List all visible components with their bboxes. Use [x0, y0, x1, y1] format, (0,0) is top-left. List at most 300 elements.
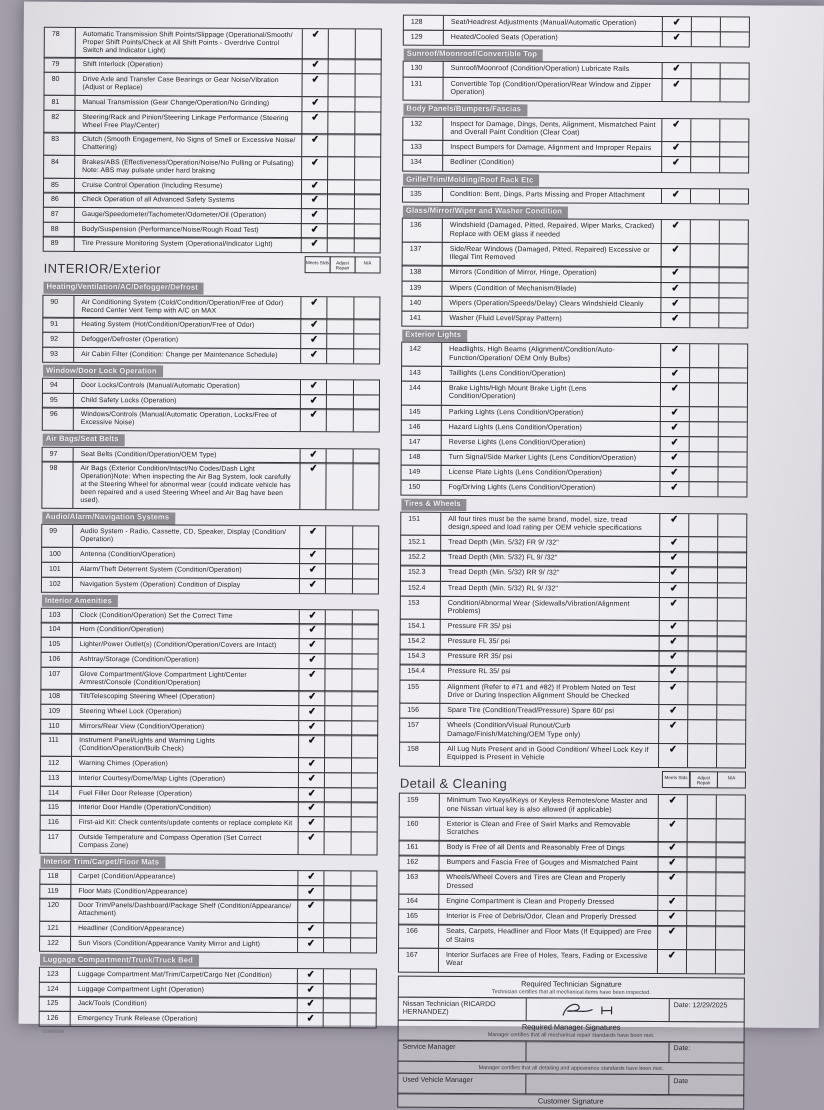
checkbox-na[interactable] — [719, 157, 748, 172]
checkbox-meets-stds[interactable] — [659, 552, 688, 567]
checkbox-na[interactable] — [353, 395, 379, 409]
checkbox-adjust-repair[interactable] — [325, 692, 351, 706]
checkbox-na[interactable] — [718, 313, 747, 328]
checkbox-na[interactable] — [352, 550, 378, 564]
checkbox-adjust-repair[interactable] — [690, 268, 719, 283]
checkbox-adjust-repair[interactable] — [689, 407, 718, 422]
checkbox-meets-stds[interactable] — [659, 537, 688, 552]
checkbox-na[interactable] — [716, 796, 745, 819]
checkbox-meets-stds[interactable] — [657, 911, 686, 926]
checkbox-na[interactable] — [352, 564, 378, 578]
checkbox-na[interactable] — [353, 239, 379, 253]
checkbox-meets-stds[interactable] — [658, 842, 687, 857]
checkbox-adjust-repair[interactable] — [326, 464, 353, 510]
checkbox-adjust-repair[interactable] — [324, 901, 350, 923]
checkbox-adjust-repair[interactable] — [688, 552, 717, 567]
checkbox-adjust-repair[interactable] — [327, 195, 353, 209]
checkbox-adjust-repair[interactable] — [690, 244, 719, 267]
checkbox-na[interactable] — [718, 422, 747, 437]
checkbox-adjust-repair[interactable] — [686, 950, 715, 973]
checkbox-na[interactable] — [354, 135, 380, 157]
checkbox-adjust-repair[interactable] — [687, 705, 716, 720]
checkbox-na[interactable] — [351, 610, 377, 624]
checkbox-adjust-repair[interactable] — [690, 157, 719, 172]
checkbox-na[interactable] — [350, 969, 376, 983]
checkbox-adjust-repair[interactable] — [323, 1013, 349, 1027]
checkbox-meets-stds[interactable] — [300, 380, 326, 394]
checkbox-na[interactable] — [354, 97, 380, 111]
checkbox-na[interactable] — [351, 759, 377, 773]
checkbox-adjust-repair[interactable] — [327, 349, 353, 363]
checkbox-na[interactable] — [717, 652, 746, 667]
checkbox-na[interactable] — [352, 464, 379, 510]
service-manager-date-field[interactable]: Date: — [673, 1045, 691, 1053]
checkbox-adjust-repair[interactable] — [688, 652, 717, 667]
checkbox-na[interactable] — [351, 721, 377, 735]
checkbox-adjust-repair[interactable] — [689, 313, 718, 328]
checkbox-meets-stds[interactable] — [660, 283, 689, 298]
checkbox-adjust-repair[interactable] — [325, 721, 351, 735]
checkbox-adjust-repair[interactable] — [326, 380, 352, 394]
checkbox-meets-stds[interactable] — [299, 625, 325, 639]
checkbox-na[interactable] — [350, 923, 376, 937]
checkbox-meets-stds[interactable] — [658, 795, 687, 818]
checkbox-meets-stds[interactable] — [301, 209, 327, 223]
checkbox-na[interactable] — [716, 819, 745, 842]
checkbox-meets-stds[interactable] — [299, 669, 325, 691]
checkbox-adjust-repair[interactable] — [327, 334, 353, 348]
checkbox-na[interactable] — [719, 268, 748, 283]
checkbox-adjust-repair[interactable] — [328, 29, 354, 59]
checkbox-adjust-repair[interactable] — [324, 788, 350, 802]
checkbox-meets-stds[interactable] — [299, 564, 325, 578]
checkbox-adjust-repair[interactable] — [690, 221, 719, 244]
checkbox-meets-stds[interactable] — [658, 720, 687, 743]
checkbox-adjust-repair[interactable] — [327, 180, 353, 194]
checkbox-adjust-repair[interactable] — [689, 452, 718, 467]
checkbox-na[interactable] — [354, 60, 380, 74]
checkbox-adjust-repair[interactable] — [325, 706, 351, 720]
checkbox-na[interactable] — [716, 843, 745, 858]
technician-signature-field[interactable] — [527, 998, 670, 1021]
checkbox-na[interactable] — [716, 667, 745, 682]
checkbox-adjust-repair[interactable] — [689, 345, 718, 368]
checkbox-adjust-repair[interactable] — [690, 79, 719, 102]
checkbox-na[interactable] — [715, 911, 744, 926]
checkbox-adjust-repair[interactable] — [324, 802, 350, 816]
checkbox-adjust-repair[interactable] — [327, 239, 353, 253]
service-manager-signature-field[interactable] — [526, 1042, 669, 1063]
checkbox-na[interactable] — [352, 449, 378, 463]
checkbox-adjust-repair[interactable] — [686, 858, 715, 873]
checkbox-adjust-repair[interactable] — [690, 119, 719, 142]
checkbox-meets-stds[interactable] — [297, 969, 323, 983]
checkbox-na[interactable] — [717, 467, 746, 482]
checkbox-na[interactable] — [718, 383, 747, 406]
checkbox-na[interactable] — [717, 553, 746, 568]
checkbox-na[interactable] — [718, 368, 747, 383]
checkbox-meets-stds[interactable] — [300, 409, 326, 431]
checkbox-na[interactable] — [353, 297, 379, 319]
checkbox-adjust-repair[interactable] — [328, 97, 354, 111]
checkbox-adjust-repair[interactable] — [691, 17, 720, 32]
checkbox-meets-stds[interactable] — [301, 157, 327, 179]
checkbox-na[interactable] — [717, 621, 746, 636]
checkbox-na[interactable] — [715, 896, 744, 911]
checkbox-adjust-repair[interactable] — [323, 938, 349, 952]
checkbox-meets-stds[interactable] — [661, 244, 690, 267]
checkbox-meets-stds[interactable] — [660, 298, 689, 313]
checkbox-adjust-repair[interactable] — [687, 682, 716, 705]
checkbox-meets-stds[interactable] — [658, 682, 687, 705]
item-number: 123 — [40, 968, 71, 982]
checkbox-adjust-repair[interactable] — [687, 819, 716, 842]
checkbox-meets-stds[interactable] — [297, 900, 323, 922]
checkbox-adjust-repair[interactable] — [687, 667, 716, 682]
checkbox-adjust-repair[interactable] — [326, 527, 352, 549]
checkbox-meets-stds[interactable] — [300, 297, 326, 319]
checkbox-na[interactable] — [716, 744, 745, 767]
checkbox-meets-stds[interactable] — [659, 621, 688, 636]
checkbox-na[interactable] — [715, 858, 744, 873]
checkbox-adjust-repair[interactable] — [691, 64, 720, 79]
checkbox-na[interactable] — [719, 142, 748, 157]
checkbox-meets-stds[interactable] — [302, 29, 328, 59]
checkbox-na[interactable] — [351, 736, 377, 758]
checkbox-adjust-repair[interactable] — [688, 583, 717, 598]
checkbox-adjust-repair[interactable] — [327, 209, 353, 223]
checkbox-meets-stds[interactable] — [298, 721, 324, 735]
checkbox-meets-stds[interactable] — [297, 998, 323, 1012]
checkbox-na[interactable] — [717, 637, 746, 652]
checkbox-meets-stds[interactable] — [301, 180, 327, 194]
checkbox-adjust-repair[interactable] — [687, 795, 716, 818]
checkbox-meets-stds[interactable] — [299, 527, 325, 549]
checkbox-na[interactable] — [717, 598, 746, 621]
checkbox-meets-stds[interactable] — [298, 817, 324, 831]
checkbox-na[interactable] — [350, 938, 376, 952]
checkbox-adjust-repair[interactable] — [324, 871, 350, 885]
checkbox-adjust-repair[interactable] — [689, 368, 718, 383]
checkbox-na[interactable] — [719, 221, 748, 244]
checkbox-meets-stds[interactable] — [297, 1013, 323, 1027]
checkbox-adjust-repair[interactable] — [324, 736, 350, 758]
checkbox-meets-stds[interactable] — [299, 610, 325, 624]
checkbox-adjust-repair[interactable] — [688, 467, 717, 482]
checkbox-meets-stds[interactable] — [660, 344, 689, 367]
checkbox-meets-stds[interactable] — [301, 194, 327, 208]
checkbox-na[interactable] — [718, 345, 747, 368]
checkbox-na[interactable] — [353, 334, 379, 348]
checkbox-meets-stds[interactable] — [661, 142, 690, 157]
checkbox-adjust-repair[interactable] — [325, 625, 351, 639]
section-label: Interior Amenities — [42, 595, 118, 607]
checkbox-meets-stds[interactable] — [658, 744, 687, 767]
checkbox-adjust-repair[interactable] — [690, 189, 719, 204]
checkbox-na[interactable] — [717, 514, 746, 537]
checkbox-na[interactable] — [350, 817, 376, 831]
checkbox-adjust-repair[interactable] — [689, 283, 718, 298]
checkbox-meets-stds[interactable] — [661, 220, 690, 243]
checkbox-adjust-repair[interactable] — [688, 514, 717, 537]
checkbox-na[interactable] — [351, 669, 377, 691]
checkbox-meets-stds[interactable] — [657, 872, 686, 895]
checkbox-adjust-repair[interactable] — [325, 549, 351, 563]
checkbox-meets-stds[interactable] — [659, 567, 688, 582]
checkbox-adjust-repair[interactable] — [326, 449, 352, 463]
checkbox-na[interactable] — [352, 579, 378, 593]
checkbox-meets-stds[interactable] — [297, 984, 323, 998]
checkbox-na[interactable] — [349, 999, 375, 1013]
checkbox-na[interactable] — [353, 320, 379, 334]
checkbox-meets-stds[interactable] — [660, 452, 689, 467]
checkbox-na[interactable] — [719, 189, 748, 204]
checkbox-adjust-repair[interactable] — [325, 610, 351, 624]
checkbox-na[interactable] — [354, 112, 380, 134]
checkbox-adjust-repair[interactable] — [328, 112, 354, 134]
checkbox-meets-stds[interactable] — [660, 313, 689, 328]
checkbox-adjust-repair[interactable] — [688, 568, 717, 583]
checkbox-adjust-repair[interactable] — [325, 564, 351, 578]
checkbox-meets-stds[interactable] — [302, 74, 328, 96]
checkbox-adjust-repair[interactable] — [686, 873, 715, 896]
checkbox-adjust-repair[interactable] — [689, 298, 718, 313]
checkbox-adjust-repair[interactable] — [688, 537, 717, 552]
checkbox-meets-stds[interactable] — [657, 926, 686, 949]
used-vehicle-manager-date-field[interactable]: Date — [673, 1077, 689, 1085]
checkbox-meets-stds[interactable] — [659, 598, 688, 621]
checkbox-adjust-repair[interactable] — [688, 598, 717, 621]
checkbox-meets-stds[interactable] — [661, 119, 690, 142]
checkbox-meets-stds[interactable] — [297, 871, 323, 885]
checkbox-meets-stds[interactable] — [298, 758, 324, 772]
checkbox-na[interactable] — [720, 64, 749, 79]
checkbox-adjust-repair[interactable] — [325, 639, 351, 653]
checkbox-meets-stds[interactable] — [657, 896, 686, 911]
checkbox-na[interactable] — [354, 75, 380, 97]
checkbox-meets-stds[interactable] — [299, 463, 326, 509]
checkbox-meets-stds[interactable] — [660, 383, 689, 406]
checkbox-meets-stds[interactable] — [659, 583, 688, 598]
checkbox-na[interactable] — [717, 537, 746, 552]
checkbox-meets-stds[interactable] — [297, 938, 323, 952]
checkbox-na[interactable] — [354, 209, 380, 223]
checkbox-adjust-repair[interactable] — [688, 636, 717, 651]
checkbox-adjust-repair[interactable] — [323, 969, 349, 983]
checkbox-meets-stds[interactable] — [301, 134, 327, 156]
checkbox-meets-stds[interactable] — [298, 802, 324, 816]
checkbox-na[interactable] — [350, 803, 376, 817]
checkbox-meets-stds[interactable] — [658, 819, 687, 842]
checkbox-meets-stds[interactable] — [298, 832, 324, 854]
item-number: 88 — [44, 223, 75, 237]
checkbox-adjust-repair[interactable] — [325, 669, 351, 691]
checkbox-na[interactable] — [720, 32, 749, 47]
checkbox-meets-stds[interactable] — [662, 17, 691, 32]
checkbox-na[interactable] — [354, 195, 380, 209]
checkbox-na[interactable] — [715, 927, 744, 950]
checkbox-meets-stds[interactable] — [302, 60, 328, 74]
checkbox-na[interactable] — [350, 871, 376, 885]
checkbox-meets-stds[interactable] — [299, 549, 325, 563]
checkbox-adjust-repair[interactable] — [324, 758, 350, 772]
checkbox-na[interactable] — [716, 705, 745, 720]
checkbox-adjust-repair[interactable] — [327, 320, 353, 334]
checkbox-na[interactable] — [719, 79, 748, 102]
checkbox-meets-stds[interactable] — [662, 63, 691, 78]
checkbox-na[interactable] — [351, 640, 377, 654]
checklist-item-163 — [398, 870, 745, 897]
checkbox-na[interactable] — [354, 180, 380, 194]
checkbox-na[interactable] — [354, 29, 380, 59]
checkbox-adjust-repair[interactable] — [324, 923, 350, 937]
checkbox-meets-stds[interactable] — [301, 239, 327, 253]
checkbox-adjust-repair[interactable] — [328, 60, 354, 74]
checkbox-na[interactable] — [350, 832, 376, 854]
checkbox-na[interactable] — [353, 380, 379, 394]
checkbox-meets-stds[interactable] — [662, 32, 691, 47]
item-description: Floor Mats (Condition/Appearance) — [78, 887, 188, 896]
checkbox-meets-stds[interactable] — [297, 886, 323, 900]
checkbox-adjust-repair[interactable] — [686, 896, 715, 911]
checkbox-adjust-repair[interactable] — [324, 817, 350, 831]
checkbox-meets-stds[interactable] — [300, 319, 326, 333]
checkbox-adjust-repair[interactable] — [328, 74, 354, 96]
checkbox-adjust-repair[interactable] — [324, 773, 350, 787]
checkbox-meets-stds[interactable] — [660, 437, 689, 452]
checkbox-meets-stds[interactable] — [657, 857, 686, 872]
checkbox-meets-stds[interactable] — [661, 189, 690, 204]
checkbox-na[interactable] — [718, 407, 747, 422]
checkbox-na[interactable] — [715, 950, 744, 973]
checkbox-na[interactable] — [352, 527, 378, 549]
checkbox-na[interactable] — [716, 682, 745, 705]
technician-date-field[interactable]: Date: 12/29/2025 — [673, 1002, 728, 1010]
checkbox-na[interactable] — [718, 298, 747, 313]
checkbox-na[interactable] — [718, 437, 747, 452]
checkbox-adjust-repair[interactable] — [689, 383, 718, 406]
checkbox-meets-stds[interactable] — [658, 705, 687, 720]
checkbox-adjust-repair[interactable] — [326, 410, 352, 432]
checkbox-adjust-repair[interactable] — [689, 437, 718, 452]
checkbox-adjust-repair[interactable] — [687, 744, 716, 767]
checkbox-meets-stds[interactable] — [298, 773, 324, 787]
checkbox-adjust-repair[interactable] — [327, 297, 353, 319]
checkbox-na[interactable] — [351, 654, 377, 668]
checkbox-adjust-repair[interactable] — [323, 984, 349, 998]
checkbox-meets-stds[interactable] — [660, 368, 689, 383]
checkbox-adjust-repair[interactable] — [689, 422, 718, 437]
checkbox-na[interactable] — [351, 625, 377, 639]
checkbox-meets-stds[interactable] — [660, 407, 689, 422]
checkbox-adjust-repair[interactable] — [688, 482, 717, 497]
checkbox-adjust-repair[interactable] — [326, 395, 352, 409]
checkbox-meets-stds[interactable] — [299, 579, 325, 593]
checkbox-na[interactable] — [350, 886, 376, 900]
checkbox-adjust-repair[interactable] — [687, 720, 716, 743]
used-vehicle-manager-signature-field[interactable] — [526, 1074, 669, 1095]
checkbox-meets-stds[interactable] — [657, 950, 686, 973]
checkbox-adjust-repair[interactable] — [328, 134, 354, 156]
checkbox-na[interactable] — [720, 17, 749, 32]
checkbox-na[interactable] — [351, 692, 377, 706]
checkbox-adjust-repair[interactable] — [327, 157, 353, 179]
checkbox-na[interactable] — [717, 568, 746, 583]
checkbox-meets-stds[interactable] — [659, 651, 688, 666]
checkbox-na[interactable] — [719, 119, 748, 142]
checkbox-na[interactable] — [352, 410, 378, 432]
checkbox-meets-stds[interactable] — [658, 666, 687, 681]
checkbox-meets-stds[interactable] — [661, 267, 690, 282]
checkbox-na[interactable] — [717, 482, 746, 497]
checkbox-adjust-repair[interactable] — [691, 32, 720, 47]
checkbox-na[interactable] — [719, 244, 748, 267]
checkbox-meets-stds[interactable] — [659, 514, 688, 537]
checkbox-meets-stds[interactable] — [660, 422, 689, 437]
checkbox-meets-stds[interactable] — [301, 224, 327, 238]
checkbox-meets-stds[interactable] — [298, 736, 324, 758]
checkbox-meets-stds[interactable] — [661, 157, 690, 172]
checkmark-icon: ✔ — [670, 451, 680, 464]
checkbox-na[interactable] — [351, 706, 377, 720]
checkbox-adjust-repair[interactable] — [327, 224, 353, 238]
checkbox-na[interactable] — [351, 773, 377, 787]
item-number: 152.2 — [401, 551, 441, 566]
item-description: Carpet (Condition/Appearance) — [78, 872, 176, 881]
checkbox-adjust-repair[interactable] — [324, 832, 350, 854]
checkbox-adjust-repair[interactable] — [686, 926, 715, 949]
checkbox-adjust-repair[interactable] — [686, 911, 715, 926]
checkbox-meets-stds[interactable] — [299, 654, 325, 668]
checkbox-na[interactable] — [718, 283, 747, 298]
checkbox-meets-stds[interactable] — [659, 467, 688, 482]
checkbox-adjust-repair[interactable] — [325, 579, 351, 593]
checkbox-meets-stds[interactable] — [661, 79, 690, 102]
checkbox-adjust-repair[interactable] — [690, 142, 719, 157]
checkbox-meets-stds[interactable] — [302, 97, 328, 111]
checkbox-meets-stds[interactable] — [300, 449, 326, 463]
checkbox-meets-stds[interactable] — [298, 691, 324, 705]
checkbox-meets-stds[interactable] — [659, 636, 688, 651]
checkbox-meets-stds[interactable] — [297, 923, 323, 937]
checkbox-na[interactable] — [349, 984, 375, 998]
checkbox-adjust-repair[interactable] — [325, 654, 351, 668]
checkbox-na[interactable] — [717, 583, 746, 598]
checkbox-na[interactable] — [718, 452, 747, 467]
checkbox-meets-stds[interactable] — [298, 788, 324, 802]
checkbox-meets-stds[interactable] — [300, 395, 326, 409]
checkbox-meets-stds[interactable] — [659, 482, 688, 497]
checkmark-icon: ✔ — [309, 394, 319, 407]
checkbox-meets-stds[interactable] — [301, 112, 327, 134]
checkbox-na[interactable] — [353, 224, 379, 238]
checkbox-adjust-repair[interactable] — [687, 842, 716, 857]
checkbox-na[interactable] — [715, 873, 744, 896]
checkbox-na[interactable] — [716, 721, 745, 744]
checkbox-meets-stds[interactable] — [299, 639, 325, 653]
checkbox-meets-stds[interactable] — [298, 706, 324, 720]
checkbox-meets-stds[interactable] — [300, 334, 326, 348]
checkbox-adjust-repair[interactable] — [688, 621, 717, 636]
checkbox-na[interactable] — [350, 901, 376, 923]
checkbox-na[interactable] — [354, 157, 380, 179]
checkbox-meets-stds[interactable] — [300, 349, 326, 363]
checkbox-adjust-repair[interactable] — [323, 999, 349, 1013]
checkbox-adjust-repair[interactable] — [324, 886, 350, 900]
checkbox-na[interactable] — [351, 788, 377, 802]
checkbox-na[interactable] — [353, 349, 379, 363]
checkbox-na[interactable] — [349, 1013, 375, 1027]
